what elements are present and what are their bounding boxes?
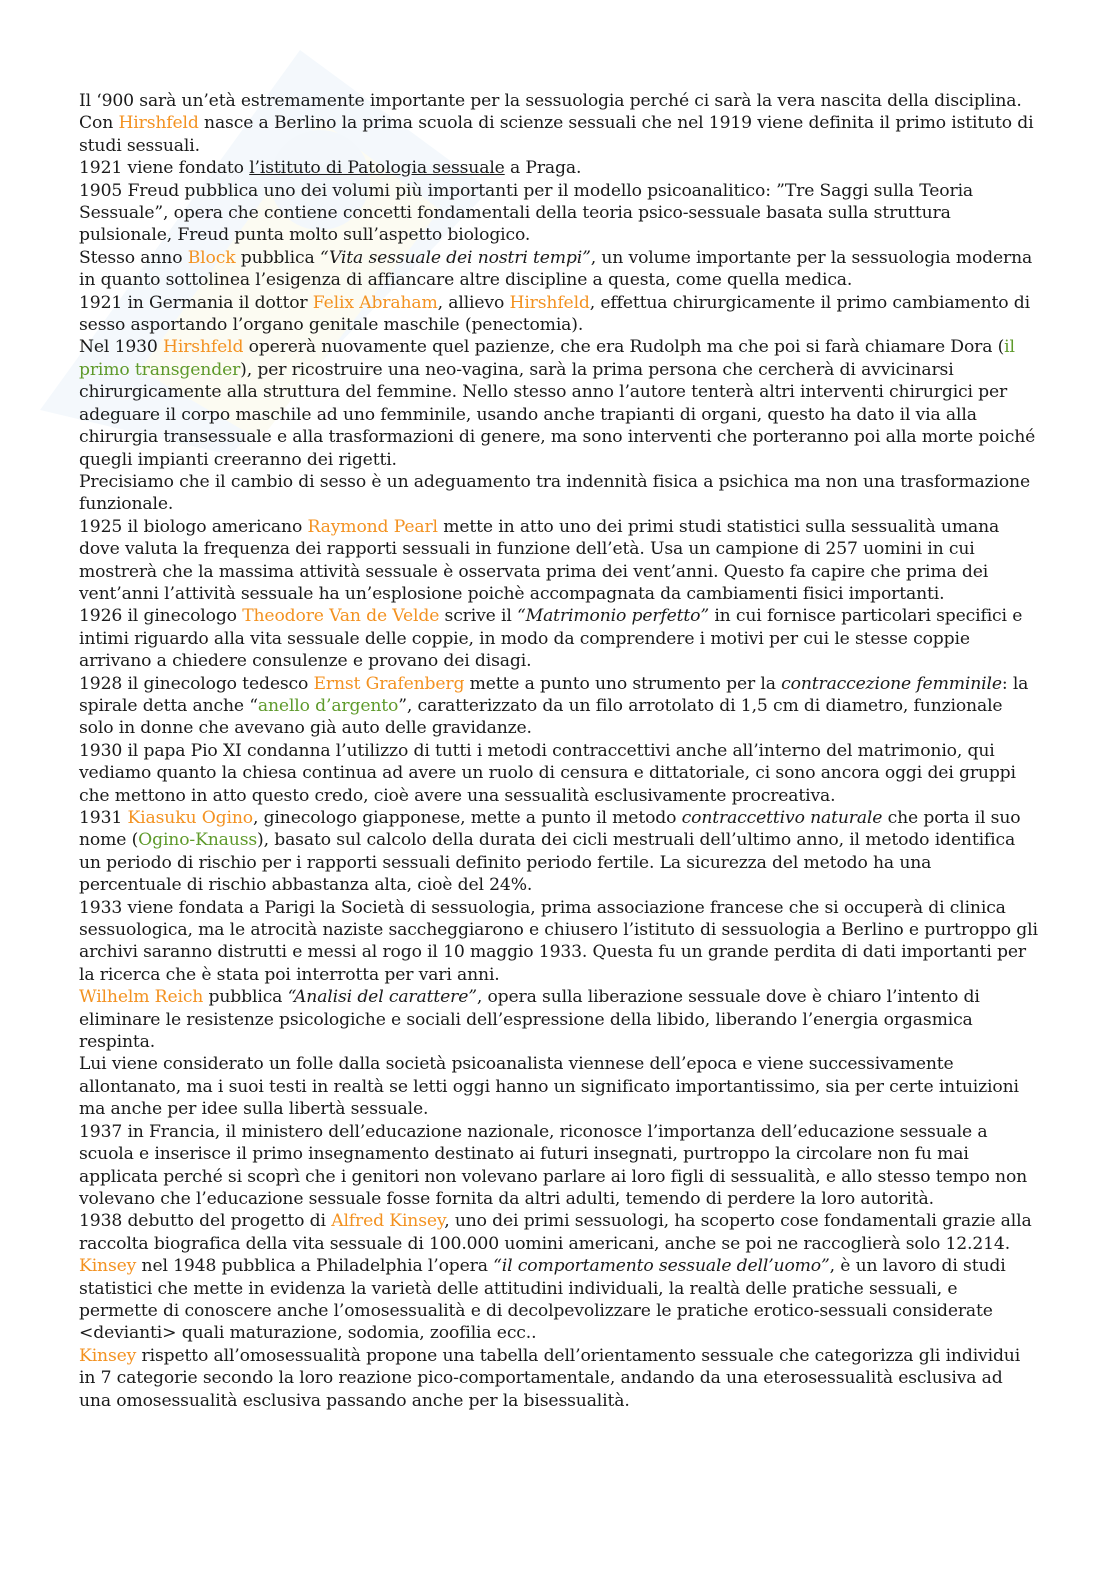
paragraph-text: , effettua chirurgicamente il primo cambiamento di sesso asportando l’organo genitale maschile (penectomia). [79, 292, 1030, 336]
paragraph [79, 605, 1039, 672]
person-name: Kinsey [79, 1256, 137, 1277]
paragraph-text: 1926 il ginecologo [79, 606, 243, 627]
paragraph-text: che porta il suo nome ( [79, 808, 1021, 851]
person-name: Ernst Grafenberg [313, 673, 465, 694]
paragraph [79, 180, 1039, 247]
paragraph-text: nel 1948 pubblica a Philadelphia l’opera [136, 1256, 494, 1277]
person-name: Hirshfeld [118, 113, 199, 134]
person-name: Kinsey [79, 1345, 137, 1366]
paragraph [79, 1255, 1039, 1345]
paragraph-text: : la spirale detta anche “ [79, 673, 1029, 716]
person-name: Raymond Pearl [307, 516, 438, 537]
paragraph-text: pubblica [203, 987, 288, 1008]
paragraph-text: Precisiamo che il cambio di sesso è un adeguamento tra indennità fisica a psichica ma non una trasformazione funzionale. [79, 471, 1030, 515]
paragraph [79, 897, 1039, 987]
paragraph-text: , ginecologo giapponese, mette a punto il metodo [252, 808, 682, 828]
italic-title: contraccezione femminile [781, 673, 1002, 694]
paragraph [79, 1121, 1039, 1211]
paragraph-text: , allievo [437, 292, 510, 313]
italic-title: “Matrimonio perfetto” [517, 606, 709, 627]
italic-title: contraccettivo naturale [681, 808, 883, 828]
paragraph [79, 1210, 1039, 1255]
paragraph [79, 292, 1039, 337]
paragraph-text: 1937 in Francia, il ministero dell’educazione nazionale, riconosce l’importanza dell’educazione sessuale a scuola e inserisce il primo insegnamento destinato ai futuri insegnati, purtroppo la circolare non fu mai applicata perché si scoprì che i genitori non volevano parlare ai loro figli di sessualità, e allo stesso tempo non volevano che l’educazione sessuale fosse fornita da altri adulti, temendo di perdere la loro autorità. [79, 1121, 1028, 1209]
paragraph-text: 1930 il papa Pio XI condanna l’utilizzo di tutti i metodi contraccettivi anche all’interno del matrimonio, qui vediamo quanto la chiesa continua ad avere un ruolo di censura e dittatoriale, ci sono ancora oggi dei gruppi che mettono in atto questo credo, cioè avere una sessualità esclusivamente procreativa. [79, 740, 1016, 806]
italic-title: “Vita sessuale dei nostri tempi” [319, 247, 591, 268]
paragraph-text: , opera sulla liberazione sessuale dove è chiaro l’intento di eliminare le resistenze psicologiche e sociali dell’espressione della libido, liberando l’energia orgasmica respinta. [79, 987, 980, 1053]
paragraph-text: 1931 [79, 808, 128, 828]
paragraph-text: rispetto all’omosessualità propone una tabella dell’orientamento sessuale che categorizza gli individui in 7 categorie secondo la loro reazione pico-comportamentale, andando da una eterosessualità esclusiva ad una omosessualità esclusiva passando anche per la bisessualità. [79, 1345, 1021, 1411]
person-name: Alfred Kinsey [331, 1211, 445, 1232]
paragraph [79, 112, 1039, 157]
paragraph-text: 1933 viene fondata a Parigi la Società di sessuologia, prima associazione francese che si occuperà di clinica sessuologica, ma le atrocità naziste saccheggiarono e chiusero l’istituto di sessuologia a Berlino e purtroppo gli archivi saranno distrutti e messi al rogo il 10 maggio 1933. Questa fu un grande perdita di dati importanti per la ricerca che è stata poi interrotta per vari anni. [79, 897, 1038, 985]
paragraph-text: 1921 in Germania il dottor [79, 292, 313, 313]
paragraph [79, 471, 1039, 516]
paragraph-text: ), per ricostruire una neo-vagina, sarà la prima persona che cercherà di avvicinarsi chirurgicamente alla struttura del femmine. Nello stesso anno l’autore tenterà altri interventi chirurgici per adeguare il corpo maschile ad uno femminile, usando anche trapianti di organi, questo ha dato il via alla chirurgia transessuale e alla trasformazioni di genere, ma sono interventi che porteranno poi alla morte poiché quegli impianti creeranno dei rigetti. [79, 359, 1036, 470]
paragraph [79, 247, 1039, 292]
paragraph-text: Il ‘900 sarà un’età estremamente importante per la sessuologia perché ci sarà la vera nascita della disciplina. [79, 91, 1022, 111]
paragraph-text: 1921 viene fondato [79, 158, 250, 179]
highlighted-term: anello d’argento [257, 695, 399, 716]
paragraph-text: , un volume importante per la sessuologia moderna in quanto sottolinea l’esigenza di affiancare altre discipline a questa, come quella medica. [79, 247, 1033, 291]
paragraph-text: ), basato sul calcolo della durata dei cicli mestruali dell’ultimo anno, il metodo identifica un periodo di rischio per i rapporti sessuali definito periodo fertile. La sicurezza del metodo ha una percentuale di rischio abbastanza alta, cioè del 24%. [79, 830, 1016, 896]
paragraph-text: opererà nuovamente quel pazienze, che era Rudolph ma che poi si farà chiamare Dora ( [243, 337, 1005, 358]
paragraph-text: , uno dei primi sessuologi, ha scoperto cose fondamentali grazie alla raccolta biografica della vita sessuale di 100.000 uomini americani, anche se poi ne raccoglierà solo 12.214. [79, 1211, 1032, 1254]
paragraph-text: nasce a Berlino la prima scuola di scienze sessuali che nel 1919 viene definita il primo istituto di studi sessuali. [79, 113, 1034, 156]
underlined-text: l’istituto di Patologia sessuale [249, 158, 505, 179]
paragraph-text: mette in atto uno dei primi studi statistici sulla sessualità umana dove valuta la frequenza dei rapporti sessuali in funzione dell’età. Usa un campione di 257 uomini in cui mostrerà che la massima attività sessuale è osservata prima dei vent’anni. Questo fa capire che prima dei vent’anni l’attività sessuale ha un’esplosione poichè accompagnata da cambiamenti fisici importanti. [79, 516, 1000, 604]
person-name: Hirshfeld [163, 337, 244, 358]
paragraph-text: Stesso anno [79, 247, 188, 268]
paragraph [79, 807, 1039, 897]
paragraph [79, 336, 1039, 470]
paragraph-text: 1928 il ginecologo tedesco [79, 673, 314, 694]
person-name: Block [187, 247, 236, 268]
paragraph-text: Nel 1930 [79, 337, 164, 358]
paragraph [79, 1345, 1039, 1412]
paragraph [79, 516, 1039, 606]
paragraph [79, 673, 1039, 740]
paragraph [79, 986, 1039, 1053]
highlighted-term: il primo transgender [79, 337, 1015, 380]
person-name: Wilhelm Reich [79, 987, 204, 1008]
paragraph-text: a Praga. [504, 158, 582, 179]
paragraph-text: mette a punto uno strumento per la [464, 673, 782, 694]
paragraph-text: scrive il [439, 606, 517, 627]
paragraph-text: 1905 Freud pubblica uno dei volumi più importanti per il modello psicoanalitico: ”Tre Saggi sulla Teoria Sessuale”, opera che contiene concetti fondamentali della teoria psico-sessuale basata sulla struttura pulsionale, Freud punta molto sull’aspetto biologico. [79, 180, 974, 246]
paragraph-text: ”, caratterizzato da un filo arrotolato di 1,5 cm di diametro, funzionale solo in donne che avevano già auto delle gravidanze. [79, 695, 1003, 739]
highlighted-term: Ogino-Knauss [138, 830, 258, 851]
paragraph [79, 90, 1039, 112]
paragraph [79, 740, 1039, 807]
person-name: Kiasuku Ogino [127, 808, 253, 828]
paragraph [79, 157, 1039, 179]
paragraph-text: in cui fornisce particolari specifici e intimi riguardo alla vita sessuale delle coppie, in modo da comprendere i motivi per cui le stesse coppie arrivano a chiedere consulenze e provano dei disagi. [79, 606, 1023, 672]
paragraph-text: pubblica [235, 247, 320, 268]
paragraph-text: Lui viene considerato un folle dalla società psicoanalista viennese dell’epoca e viene successivamente allontanato, ma i suoi testi in realtà se letti oggi hanno un significato importantissimo, sia per certe intuizioni ma anche per idee sulla libertà sessuale. [79, 1054, 1019, 1120]
italic-title: “il comportamento sessuale dell’uomo” [493, 1256, 830, 1277]
paragraph-text: Con [79, 113, 119, 134]
paragraph-text: , è un lavoro di studi statistici che mette in evidenza la varietà delle attitudini individuali, la realtà delle pratiche sessuali, e permette di conoscere anche l’omosessualità e di decolpevolizzare le pratiche erotico-sessuali considerate <devianti> quali maturazione, sodomia, zoofilia ecc.. [79, 1256, 1006, 1344]
paragraph-text: 1938 debutto del progetto di [79, 1211, 332, 1232]
person-name: Theodore Van de Velde [242, 606, 440, 627]
person-name: Felix Abraham [312, 292, 438, 313]
document-body [79, 90, 1039, 1412]
italic-title: “Analisi del carattere” [287, 987, 477, 1008]
paragraph [79, 1053, 1039, 1120]
paragraph-text: 1925 il biologo americano [79, 516, 308, 537]
person-name: Hirshfeld [509, 292, 590, 313]
